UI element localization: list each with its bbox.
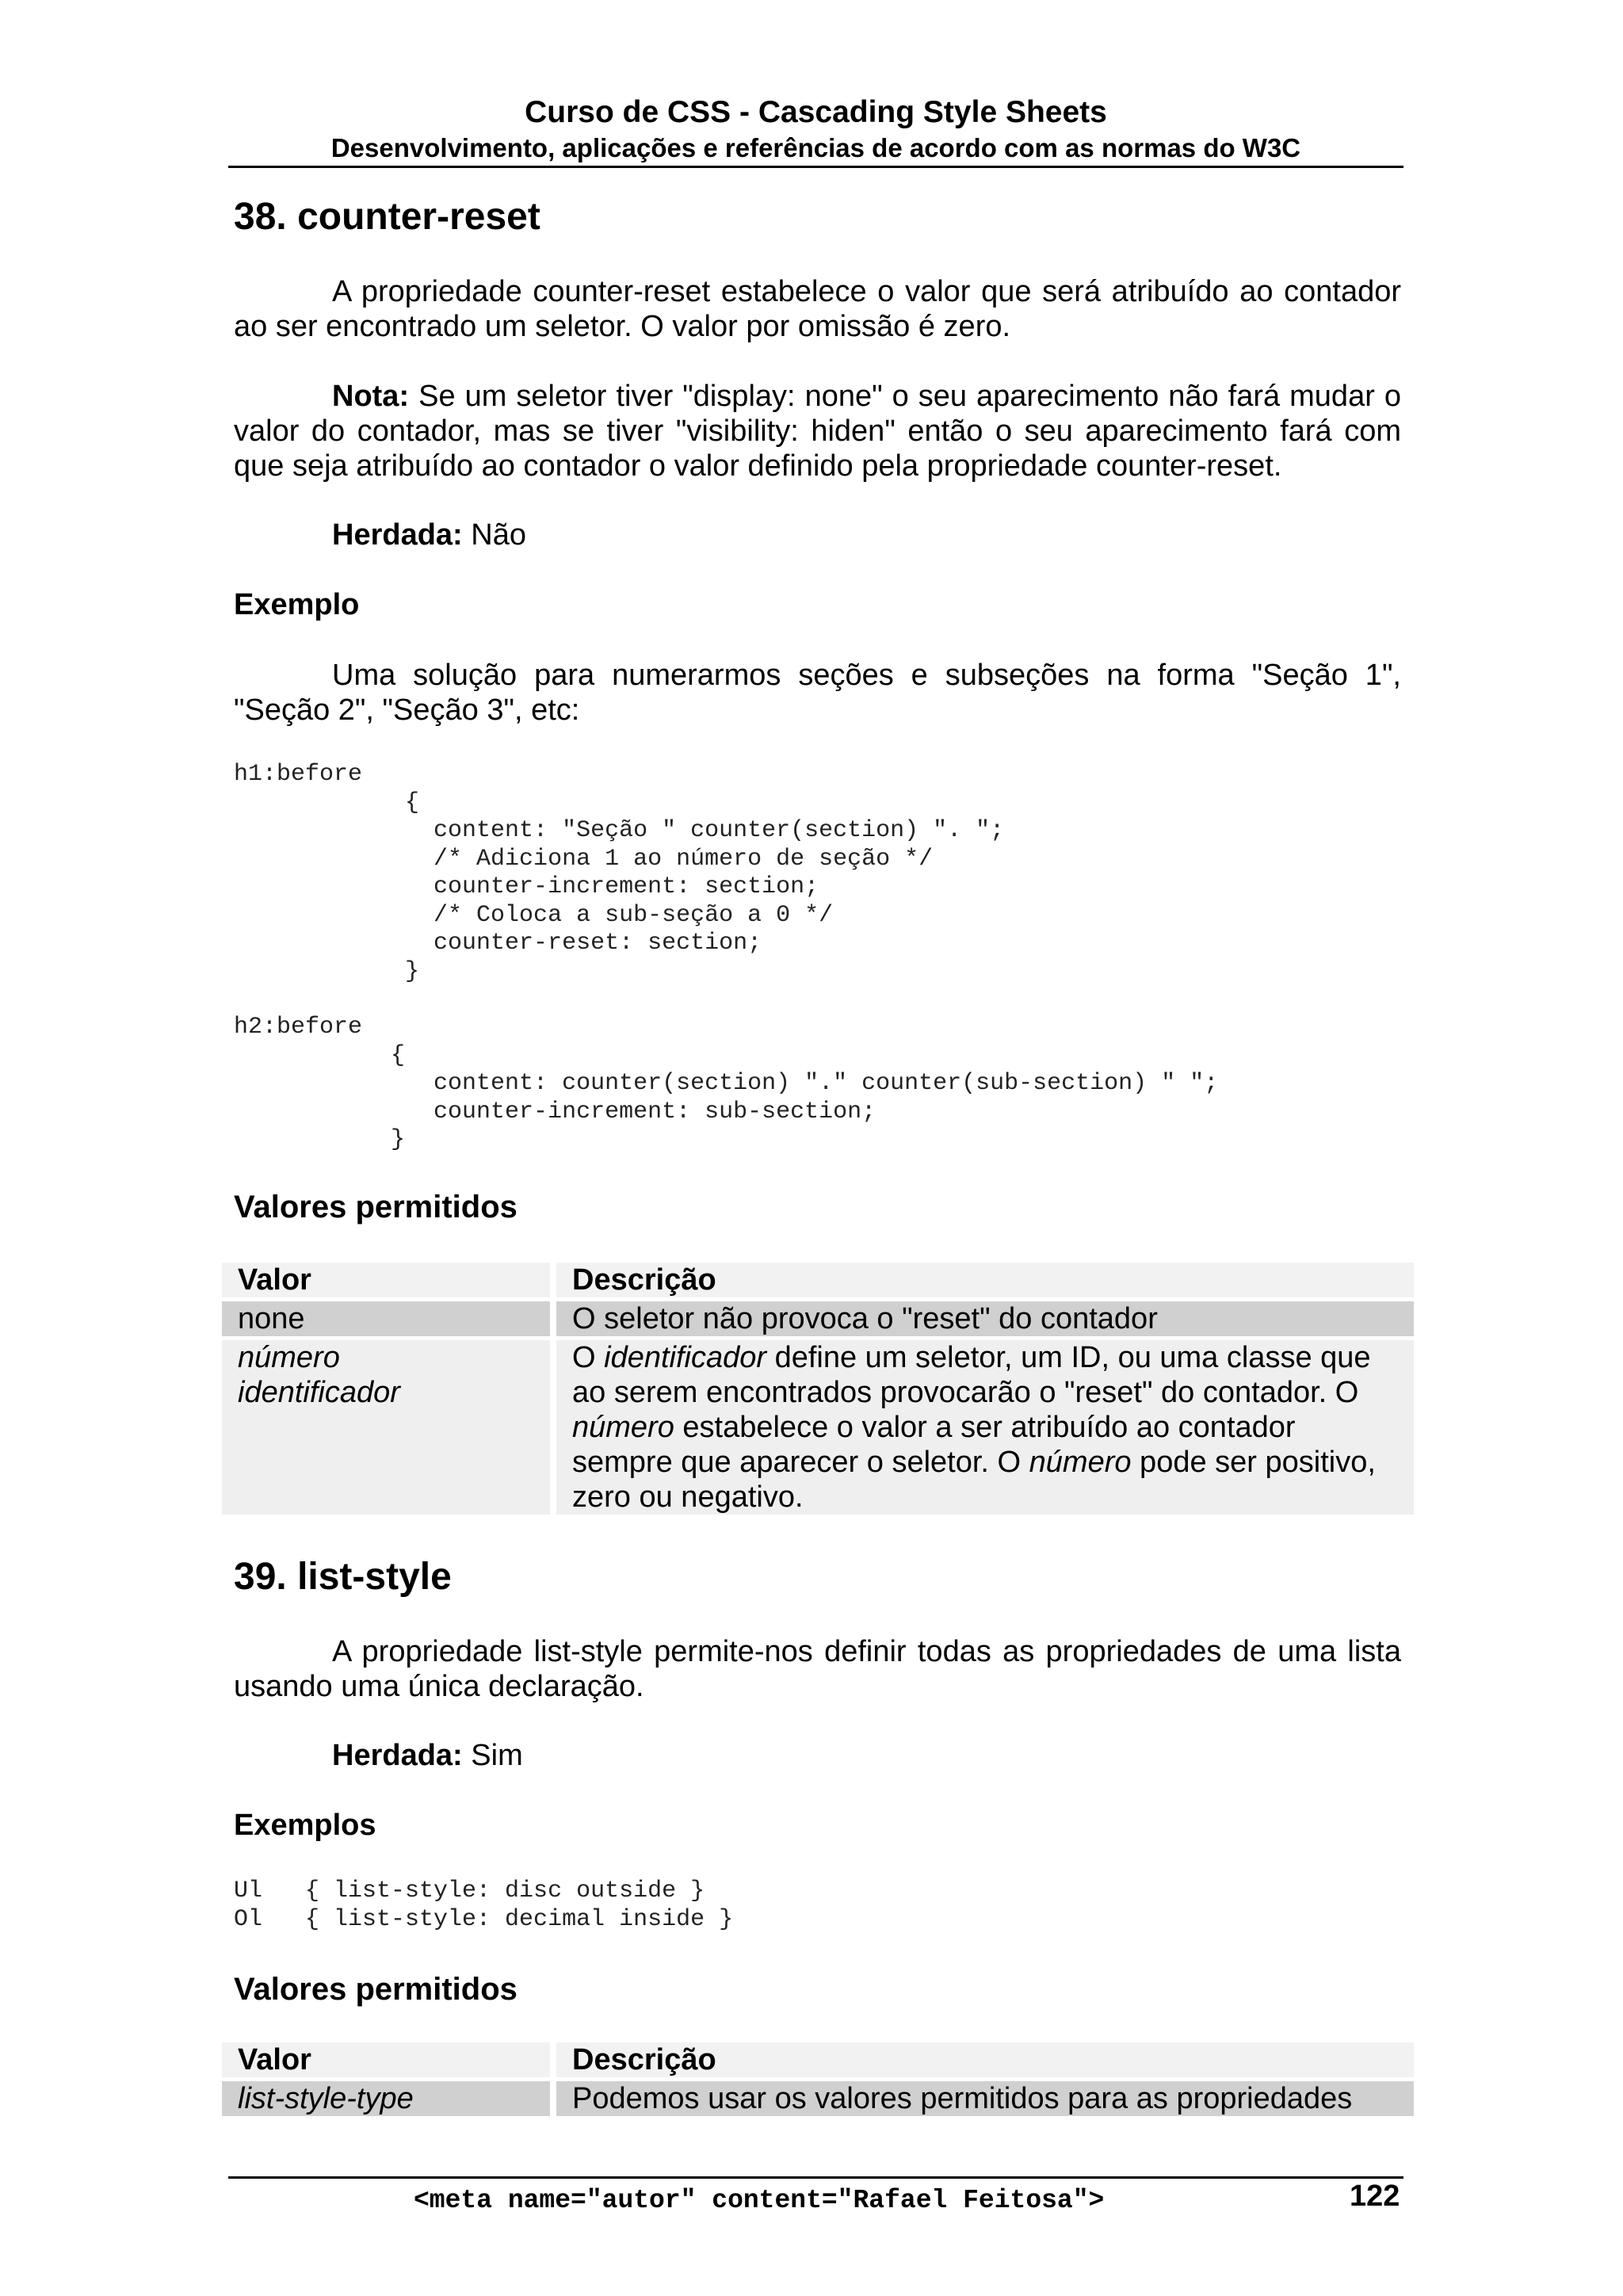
values-heading-39: Valores permitidos (234, 1972, 517, 2007)
col-header-value: Valor (222, 1263, 550, 1297)
code-block-h2: h2:before { content: counter(section) "." counter(sub-section) " "; counter-increment: sub-section; } (234, 1014, 1219, 1153)
table-header-row (222, 2042, 1414, 2077)
counter-reset-intro: A propriedade counter-reset estabelece o valor que será atribuído ao contador ao ser encontrado um seletor. O valor por omissão é zero. (234, 275, 1401, 343)
cell-description: Podemos usar os valores permitidos para as propriedades (556, 2081, 1414, 2116)
values-heading-38: Valores permitidos (234, 1190, 517, 1224)
col-header-description: Descrição (556, 2042, 1414, 2077)
cell-description (556, 1340, 1414, 1515)
section-heading-counter-reset: 38. counter-reset (234, 196, 540, 238)
list-style-inherited (332, 1739, 523, 1773)
value-numero: número (238, 1341, 340, 1374)
example-text: Uma solução para numerarmos seções e subseções na forma "Seção 1", "Seção 2", "Seção 3", etc: (234, 659, 1401, 727)
desc-italic: identificador (604, 1341, 767, 1374)
list-style-intro: A propriedade list-style permite-nos definir todas as propriedades de uma lista usando uma única declaração. (234, 1635, 1401, 1703)
desc-italic: número (1029, 1446, 1132, 1479)
cell-description: O seletor não provoca o "reset" do contador (556, 1301, 1414, 1336)
table-header-row (222, 1263, 1414, 1297)
cell-value (222, 2081, 550, 2116)
note-label: Nota: (332, 380, 410, 413)
inherited-value: Sim (462, 1739, 523, 1772)
inherited-label: Herdada: (332, 1739, 463, 1772)
code-block-list-style: Ul { list-style: disc outside } Ol { list-style: decimal inside } (234, 1878, 734, 1933)
desc-text: define um seletor, um ID, ou uma classe que ao serem encontrados provocarão o "reset" do contador. O (572, 1341, 1371, 1409)
value-list-style-type: list-style-type (238, 2082, 414, 2115)
col-header-value: Valor (222, 2042, 550, 2077)
page-number: 122 (1350, 2179, 1400, 2213)
counter-reset-inherited (332, 518, 526, 552)
value-identificador: identificador (238, 1376, 400, 1409)
note-text: Se um seletor tiver "display: none" o seu aparecimento não fará mudar o valor do contador, mas se tiver "visibility: hiden" então o seu aparecimento fará com que seja atribuído ao contador o valor definido pela propriedade counter-reset. (234, 380, 1401, 483)
inherited-value: Não (462, 518, 526, 552)
values-table-counter-reset (216, 1259, 1420, 1519)
desc-text: estabelece o valor a ser atribuído ao contador sempre que aparecer o seletor. O (572, 1411, 1296, 1479)
footer-rule (228, 2176, 1403, 2179)
desc-italic: número (572, 1411, 674, 1444)
cell-value: none (222, 1301, 550, 1336)
examples-heading: Exemplos (234, 1809, 376, 1842)
counter-reset-note (234, 379, 1401, 483)
table-row (222, 2081, 1414, 2116)
header-subtitle: Desenvolvimento, aplicações e referências de acordo com as normas do W3C (330, 133, 1301, 162)
table-row (222, 1301, 1414, 1336)
desc-text: O (572, 1341, 605, 1374)
table-row (222, 1340, 1414, 1515)
section-heading-list-style: 39. list-style (234, 1556, 452, 1598)
desc-text: pode ser positivo, zero ou negativo. (572, 1446, 1376, 1514)
code-block-h1: h1:before { content: "Seção " counter(section) ". "; /* Adiciona 1 ao número de seção */ counter-increment: section; /* Coloca a sub-seção a 0 */ counter-reset: section; } (234, 761, 1005, 985)
cell-value (222, 1340, 550, 1515)
header-rule (228, 166, 1403, 168)
col-header-description: Descrição (556, 1263, 1414, 1297)
example-heading: Exemplo (234, 588, 360, 621)
header-title: Curso de CSS - Cascading Style Sheets (525, 95, 1107, 129)
values-table-list-style (216, 2038, 1420, 2120)
footer-meta: <meta name="autor" content="Rafael Feitosa"> (414, 2186, 1105, 2215)
inherited-label: Herdada: (332, 518, 463, 552)
